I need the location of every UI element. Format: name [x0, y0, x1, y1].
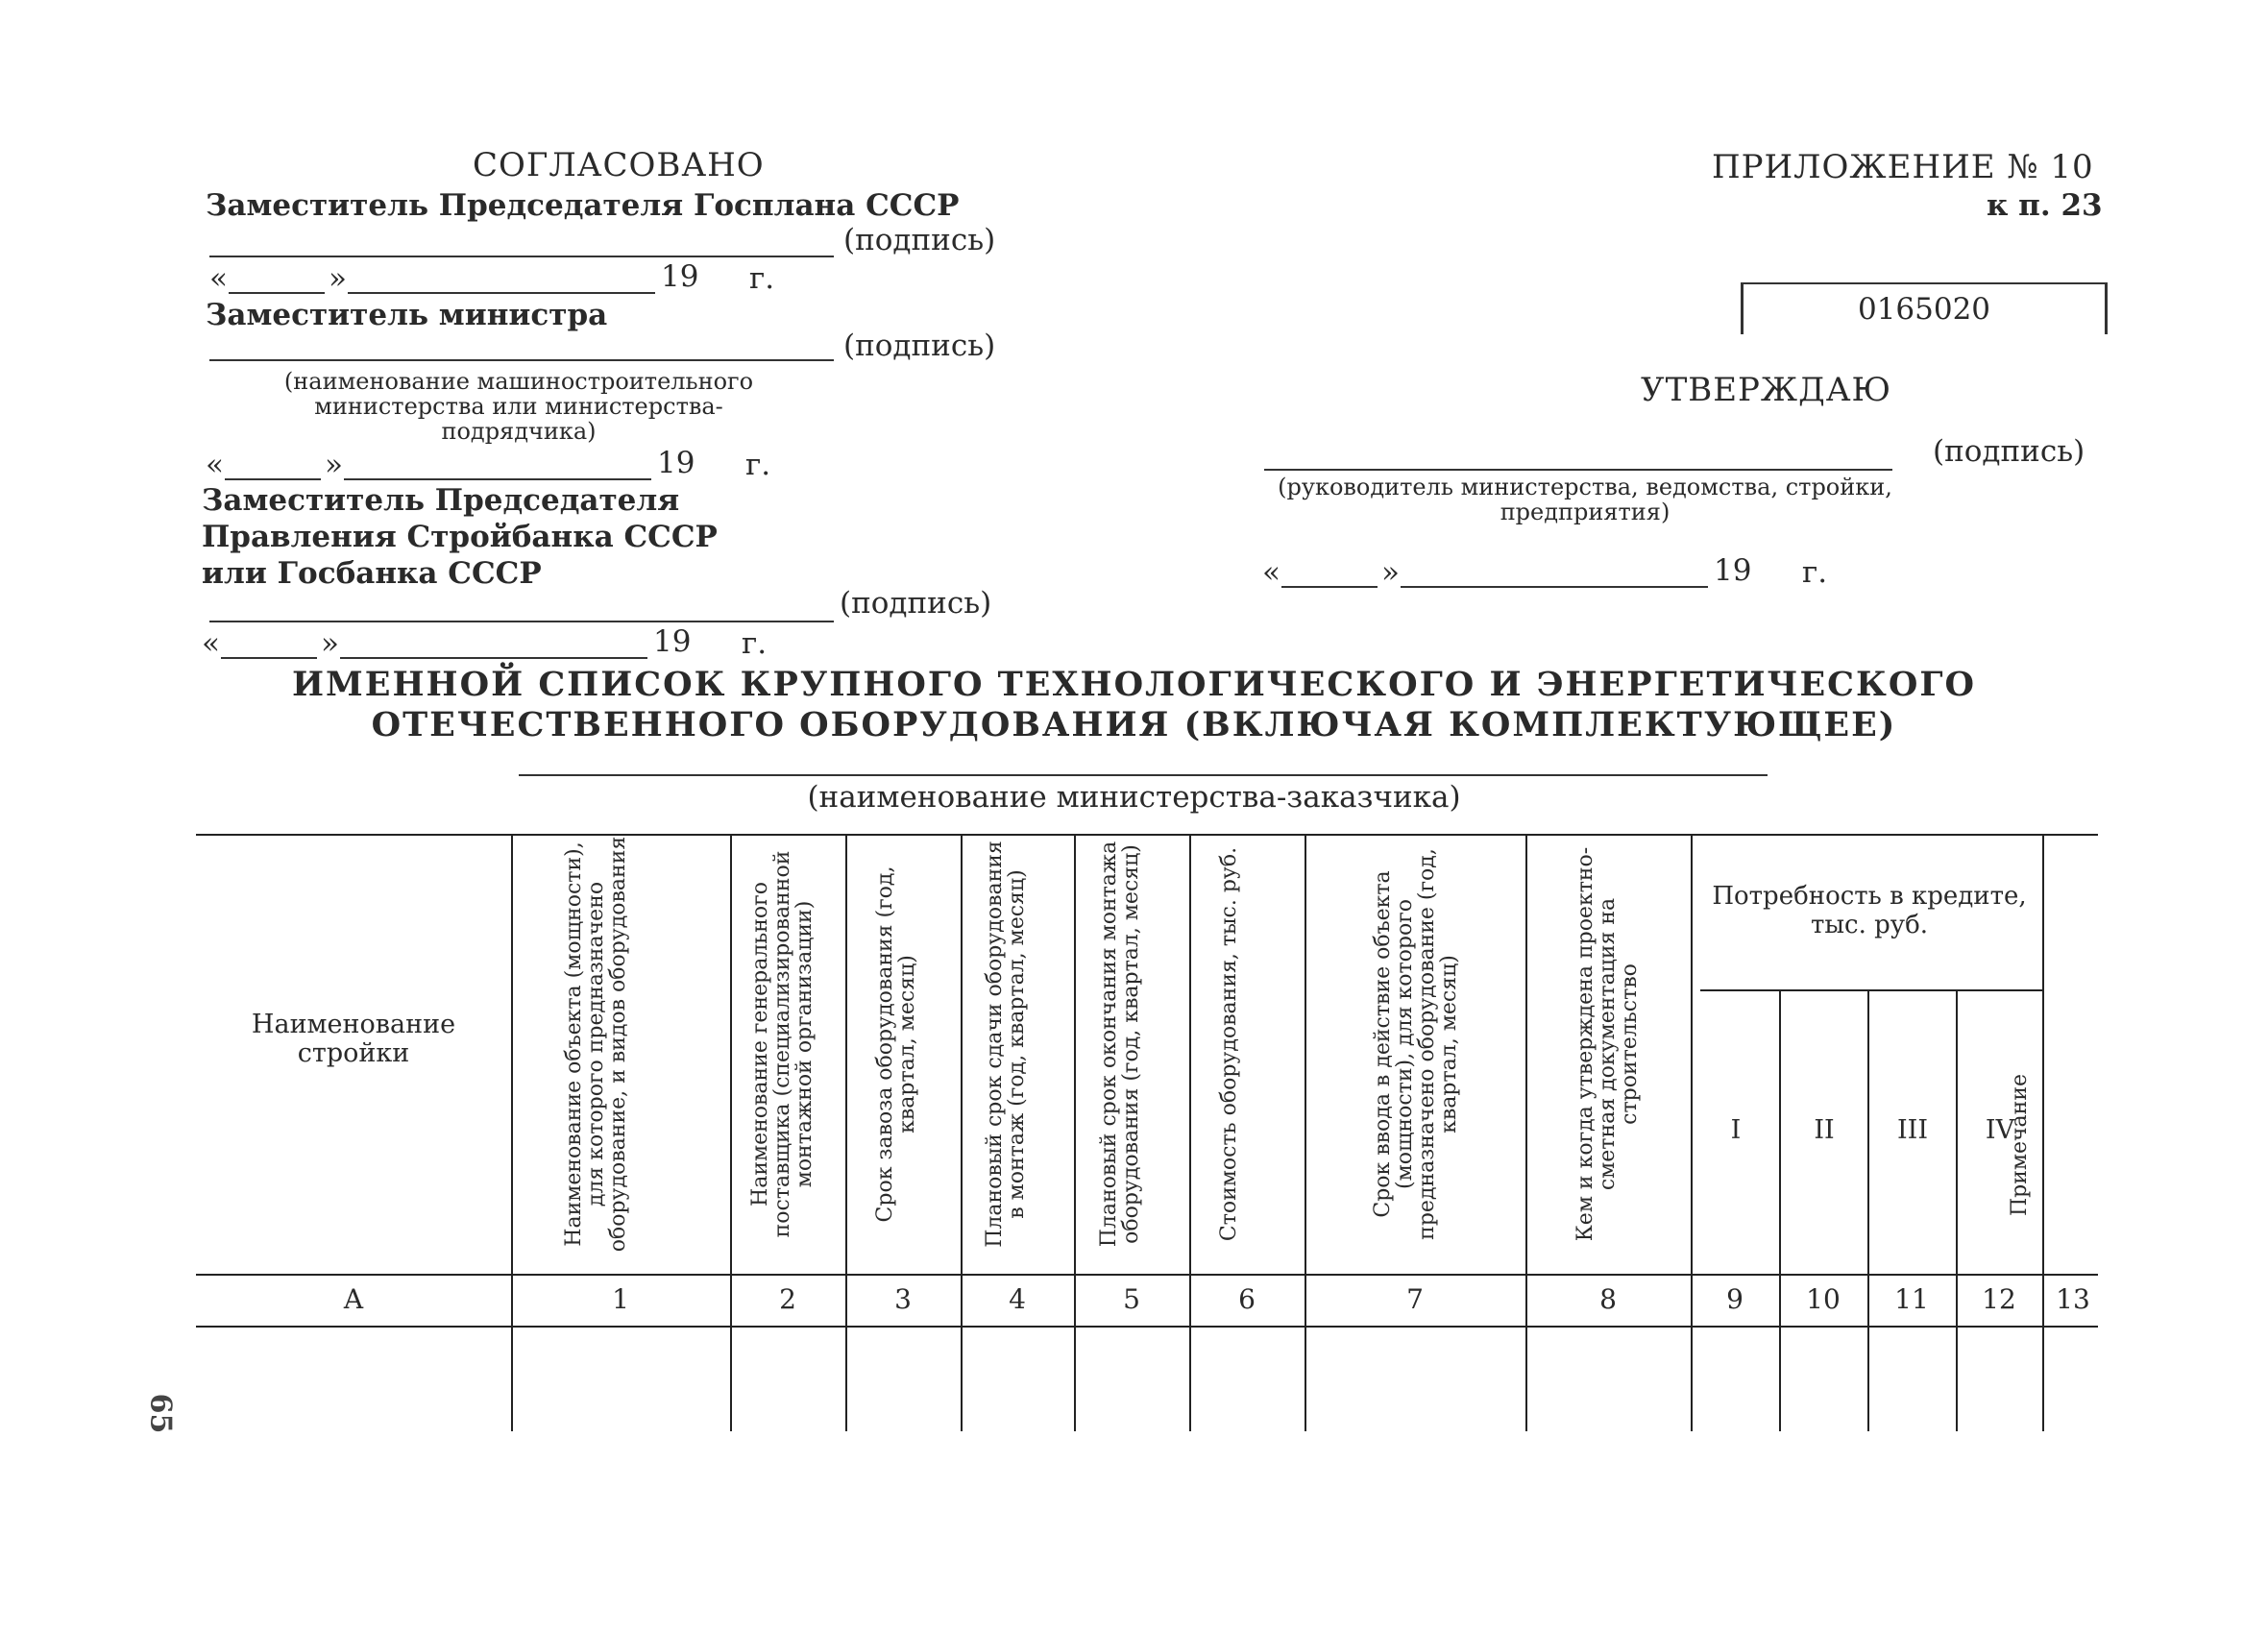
third-date-day-line: [221, 657, 317, 659]
col-divider: [1189, 834, 1191, 1431]
col-divider: [730, 834, 732, 1431]
second-date-month-line: [344, 478, 651, 480]
col-divider: [2042, 834, 2044, 1431]
ministry-note: (наименование машиностроительного министерства или министерства-подрядчика): [283, 368, 754, 445]
second-date-close-quote: »: [325, 448, 343, 482]
appendix-clause: к п. 23: [1987, 188, 2103, 223]
appendix-title: ПРИЛОЖЕНИЕ № 10: [1712, 148, 2094, 186]
col-3-header: Срок завоза оборудования (год, квартал, месяц): [873, 865, 919, 1223]
second-date-year: 19: [657, 446, 695, 480]
col-number: А: [343, 1283, 364, 1315]
form-code-box: [1741, 282, 2108, 334]
col-2-header: Наименование генерального поставщика (специализированной монтажной организации): [748, 850, 817, 1238]
first-date-close-quote: »: [329, 261, 347, 296]
approve-signature-label: (подпись): [1933, 434, 2085, 469]
first-date-year-suffix: г.: [749, 261, 775, 296]
numbers-row-bottom-border: [196, 1326, 2098, 1328]
third-date-open-quote: «: [202, 626, 220, 661]
col-number: 7: [1406, 1283, 1424, 1315]
quarter-1-header: I: [1730, 1115, 1742, 1145]
approve-heading: УТВЕРЖДАЮ: [1641, 371, 1892, 409]
third-date-year: 19: [653, 624, 692, 659]
credit-group-header: Потребность в кредите, тыс. руб.: [1712, 882, 2027, 939]
approve-date-day-line: [1281, 586, 1378, 588]
quarter-3-header: III: [1897, 1115, 1928, 1145]
third-signer-title: Заместитель Председателя Правления Стройбанка СССР или Госбанка СССР: [202, 483, 718, 591]
col-4-header: Плановый срок сдачи оборудования в монтаж (год, квартал, месяц): [983, 841, 1029, 1248]
first-date-year: 19: [661, 259, 699, 294]
col-divider: [961, 834, 963, 1431]
col-divider: [511, 834, 513, 1431]
col-6-header: Стоимость оборудования, тыс. руб.: [1217, 846, 1241, 1242]
col-number: 2: [779, 1283, 796, 1315]
customer-name-line: [519, 774, 1768, 776]
col-divider: [1305, 834, 1306, 1431]
col-number: 1: [612, 1283, 629, 1315]
approve-signature-line: [1264, 469, 1892, 471]
third-date-close-quote: »: [321, 626, 339, 661]
col-divider: [1779, 989, 1781, 1431]
second-signature-label: (подпись): [843, 329, 996, 363]
form-code: 0165020: [1857, 292, 1991, 327]
approve-date-close-quote: »: [1381, 555, 1400, 590]
page-number: 65: [143, 1393, 178, 1434]
col-divider: [1525, 834, 1527, 1431]
third-signature-label: (подпись): [840, 586, 992, 621]
col-number: 10: [1806, 1283, 1841, 1315]
header-bottom-border: [196, 1274, 2098, 1276]
approval-heading: СОГЛАСОВАНО: [473, 146, 765, 184]
first-date-open-quote: «: [209, 261, 228, 296]
first-date-month-line: [348, 292, 655, 294]
col-number: 9: [1726, 1283, 1744, 1315]
col-5-header: Плановый срок окончания монтажа оборудования (год, квартал, месяц): [1097, 841, 1143, 1248]
col-number: 4: [1009, 1283, 1026, 1315]
second-signature-line: [209, 359, 834, 361]
col-7-header: Срок ввода в действие объекта (мощности), для которого предназначено оборудование (год, квартал, месяц): [1371, 848, 1461, 1240]
col-divider: [1956, 989, 1958, 1431]
col-divider: [845, 834, 847, 1431]
second-date-day-line: [225, 478, 321, 480]
approve-role-note: (руководитель министерства, ведомства, стройки, предприятия): [1278, 474, 1892, 525]
first-signer-title: Заместитель Председателя Госплана СССР: [206, 188, 960, 223]
col-8-header: Кем и когда утверждена проектно-сметная документация на строительство: [1573, 846, 1642, 1242]
second-signer-title: Заместитель министра: [206, 298, 608, 332]
col-1-header: Наименование объекта (мощности), для которого предназначено оборудование, и видов оборудования: [562, 836, 630, 1253]
customer-note: (наименование министерства-заказчика): [807, 780, 1461, 815]
first-date-day-line: [229, 292, 325, 294]
approve-date-year-suffix: г.: [1802, 555, 1828, 590]
third-date-year-suffix: г.: [742, 626, 768, 661]
col-divider: [1074, 834, 1076, 1431]
col-number: 13: [2056, 1283, 2090, 1315]
document-title-line1: ИМЕННОЙ СПИСОК КРУПНОГО ТЕХНОЛОГИЧЕСКОГО И ЭНЕРГЕТИЧЕСКОГО: [291, 665, 1977, 704]
second-date-year-suffix: г.: [745, 448, 771, 482]
approve-date-month-line: [1401, 586, 1708, 588]
first-signature-label: (подпись): [843, 223, 996, 257]
col-number: 3: [894, 1283, 912, 1315]
col-number: 11: [1894, 1283, 1929, 1315]
third-signature-line: [209, 621, 834, 622]
col-number: 8: [1599, 1283, 1617, 1315]
approve-date-open-quote: «: [1262, 555, 1280, 590]
col-number: 12: [1982, 1283, 2016, 1315]
first-signature-line: [209, 256, 834, 257]
col-number: 6: [1238, 1283, 1256, 1315]
quarter-4-header: IV: [1985, 1115, 2015, 1145]
quarter-2-header: II: [1814, 1115, 1835, 1145]
second-date-open-quote: «: [206, 448, 224, 482]
document-title-line2: ОТЕЧЕСТВЕННОГО ОБОРУДОВАНИЯ (ВКЛЮЧАЯ КОМПЛЕКТУЮЩЕЕ): [371, 705, 1897, 744]
col-number: 5: [1123, 1283, 1140, 1315]
credit-group-divider: [1700, 989, 2042, 991]
col-divider: [1867, 989, 1869, 1431]
third-date-month-line: [340, 657, 647, 659]
col-a-header: Наименование стройки: [251, 1010, 456, 1068]
col-13-header: Примечание: [2008, 1073, 2032, 1217]
approve-date-year: 19: [1714, 553, 1752, 588]
